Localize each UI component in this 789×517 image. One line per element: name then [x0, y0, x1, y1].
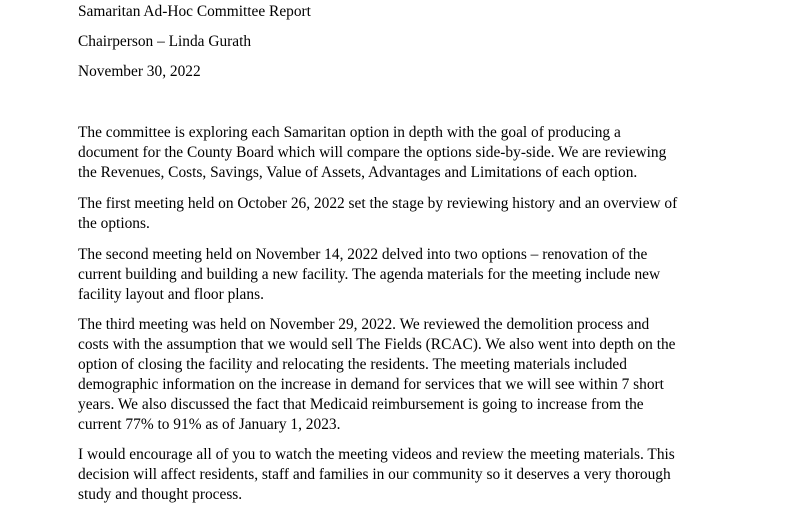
- text-line: costs with the assumption that we would sell The Fields (RCAC). We also went into depth on the: [78, 336, 676, 353]
- text-line: The second meeting held on November 14, 2022 delved into two options – renovation of the: [78, 246, 648, 263]
- text-line: current 77% to 91% as of January 1, 2023.: [78, 416, 341, 433]
- chairperson-line: Chairperson – Linda Gurath: [78, 33, 252, 50]
- paragraph-closing: [78, 445, 708, 505]
- report-title: Samaritan Ad-Hoc Committee Report: [78, 3, 311, 20]
- report-date: November 30, 2022: [78, 63, 201, 80]
- text-line: demographic information on the increase in demand for services that we will see within 7 short: [78, 376, 664, 393]
- text-line: The third meeting was held on November 29, 2022. We reviewed the demolition process and: [78, 316, 650, 333]
- text-line: I would encourage all of you to watch the meeting videos and review the meeting materials. This: [78, 446, 675, 463]
- paragraph-first-meeting: [78, 194, 708, 234]
- text-line: years. We also discussed the fact that Medicaid reimbursement is going to increase from the: [78, 396, 644, 413]
- paragraph-second-meeting: [78, 245, 708, 305]
- text-line: the Revenues, Costs, Savings, Value of Assets, Advantages and Limitations of each option.: [78, 164, 638, 181]
- paragraph-overview: [78, 123, 708, 183]
- text-line: option of closing the facility and relocating the residents. The meeting materials included: [78, 356, 627, 373]
- text-line: document for the County Board which will compare the options side-by-side. We are reviewing: [78, 144, 667, 161]
- paragraph-third-meeting: [78, 315, 708, 435]
- text-line: current building and building a new facility. The agenda materials for the meeting include new: [78, 266, 661, 283]
- text-line: decision will affect residents, staff and families in our community so it deserves a very thorough: [78, 466, 671, 483]
- text-line: facility layout and floor plans.: [78, 286, 264, 303]
- text-line: The first meeting held on October 26, 2022 set the stage by reviewing history and an overview of: [78, 195, 678, 212]
- text-line: The committee is exploring each Samaritan option in depth with the goal of producing a: [78, 124, 621, 141]
- text-line: the options.: [78, 215, 150, 232]
- text-line: study and thought process.: [78, 486, 243, 503]
